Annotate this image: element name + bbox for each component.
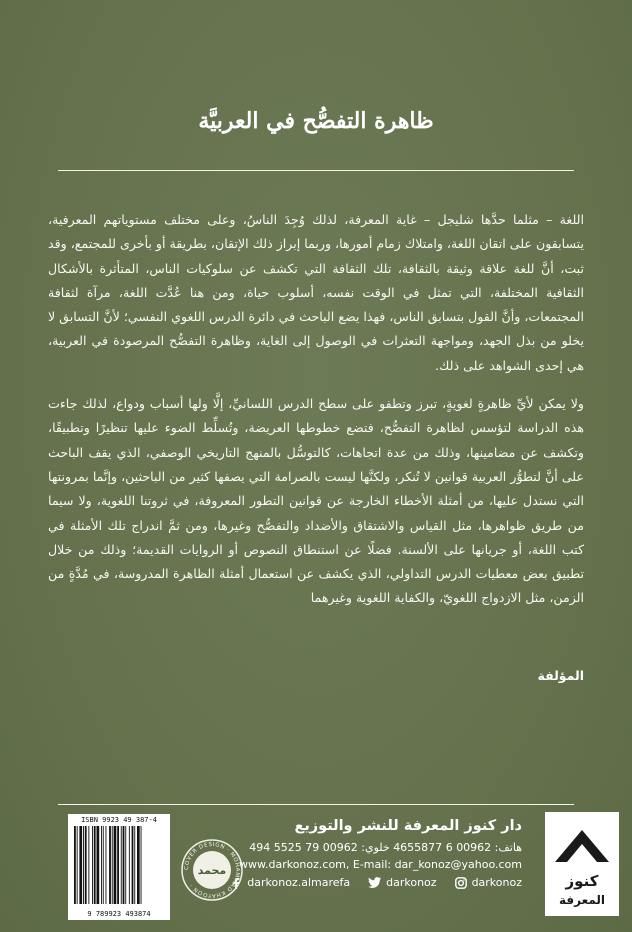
barcode-bar [94,826,96,904]
logo-text-bottom: المعرفة [558,893,606,907]
barcode-bar [137,826,140,904]
barcode-bar [88,826,89,904]
instagram-handle: darkonoz [471,876,522,889]
barcode-bar [97,826,100,904]
barcode-bar [106,826,107,904]
instagram-icon [455,877,467,889]
author-signature: المؤلفة [537,668,584,683]
publisher-name: دار كنوز المعرفة للنشر والتوزيع [294,818,522,834]
seal-center-text: محمد [197,864,227,877]
barcode-bar [125,826,126,904]
barcode-bar [117,826,119,904]
social-links [230,876,522,889]
barcode-bar [114,826,117,904]
twitter-handle: darkonoz [386,876,437,889]
barcode-bar [83,826,84,904]
seal-ring-text: COVER DESIGN · MOHAMMAD KHAYOON · [183,841,241,899]
barcode-bar [123,826,125,904]
logo-text-top: كنوز [565,872,599,890]
isbn-barcode [68,814,170,920]
isbn-label: ISBN 9923 49 387-4 [81,816,157,824]
barcode-bar [74,826,76,904]
twitter-icon [368,877,381,888]
barcode-bar [101,826,102,904]
barcode-bar [92,826,93,904]
facebook-handle: darkonoz.almarefa [247,876,351,889]
barcode-bars [72,826,166,906]
barcode-bar [85,826,87,904]
barcode-bar [103,826,104,904]
designer-seal [180,838,244,902]
barcode-bar [134,826,135,904]
barcode-bar [141,826,142,904]
facebook-link[interactable] [230,876,350,889]
barcode-bar [77,826,78,904]
barcode-bar [121,826,122,904]
barcode-bar [79,826,82,904]
blurb-paragraph-1: اللغة – مثلما حدَّها شليجل – غاية المعرفة، لذلك وُجِدَ الناسُ، وعلى مختلف مستوياتهم المعرفية، يتسابقون على اتقان اللغة، وامتلاك زمام أمورها، وربما إبراز ذلك الإتقان، بطريقة أو بأخرى للمجتمع، وقد ثبت، أنَّ للغة علاقة وثيقة بالثقافة، تلك الثقافة التي تكشف عن سلوكيات الناس، المتأثرة بالأشكال الثقافية المختلفة، التي تمثل في الوقت نفسه، أسلوب حياة، ومن هنا عُدَّت اللغة، مرآة لثقافة المجتمعات، وأنَّ القول بتسابق الناس، فهذا يضع الباحث في دائرة الدرس اللغوي النفسي؛ لأنَّ التسابق لا يخلو من بذل الجهد، ومواجهة التعثرات في الوصول إلى الغاية، وظاهرة التفصُّح المرصودة في العربية، هي إحدى الشواهد على ذلك. [48,212,584,373]
bottom-divider [58,804,574,805]
isbn-digits: 9 789923 493874 [87,910,151,918]
publisher-logo [545,812,619,916]
blurb-paragraph-2: ولا يمكن لأيِّ ظاهرةٍ لغويةٍ، تبرز وتطفو على سطح الدرس اللسانيِّ، إلَّا ولها أسباب ودواع، لذلك جاءت هذه الدراسة لتؤسس لظاهرة التفصُّح، فتضع خطوطها العريضة، وتُسلِّط الضوء عليها تنظيرًا وتطبيقًا، وتكشف عن مضامينها، وذلك من عدة اتجاهات، كالتوسُّل بالمنهج التاريخي الوصفي، الذي يقف الباحث على أنَّ لتطوُّر العربية قوانين لا تُنكر، ولكنَّها ليست بالصرامة التي يصفها كثير من الباحثين، وإنَّما بمرونتها التي نستدل عليها، من أمثلة الأخطاء الخارجة عن قوانين التطور المعروفة، في ثروتنا اللغوية، ولا سيما من طريق ظواهرها، مثل القياس والاشتقاق والأضداد والتفصُّح وغيرها، ومن ثمَّ اندراج تلك الأمثلة في كتب اللغة، أو جريانها على الألسنة. فضلًا عن استنطاق النصوص أو الروايات القديمة؛ وذلك من خلال تطبيق بعض معطيات الدرس التداولي، الذي يكشف عن استعمال أمثلة الظاهرة المدروسة، في مُدَّةٍ من الزمن، مثل الازدواج اللغويّ، والكفاية اللغوية وغيرهما [48,396,584,606]
barcode-bar [132,826,134,904]
publisher-web-email: www.darkonoz.com, E-mail: dar_konoz@yahoo.com [239,858,522,871]
barcode-bar [112,826,113,904]
blurb [48,208,584,611]
barcode-bar [109,826,111,904]
barcode-bar [129,826,130,904]
publisher-phones: هاتف: 00962 6 4655877 خلوي: 00962 79 5525 494 [249,841,522,854]
instagram-link[interactable] [455,876,522,889]
twitter-link[interactable] [368,876,436,889]
book-title: ظاهرة التفصُّح في العربيَّة [198,108,434,134]
top-divider [58,170,574,171]
